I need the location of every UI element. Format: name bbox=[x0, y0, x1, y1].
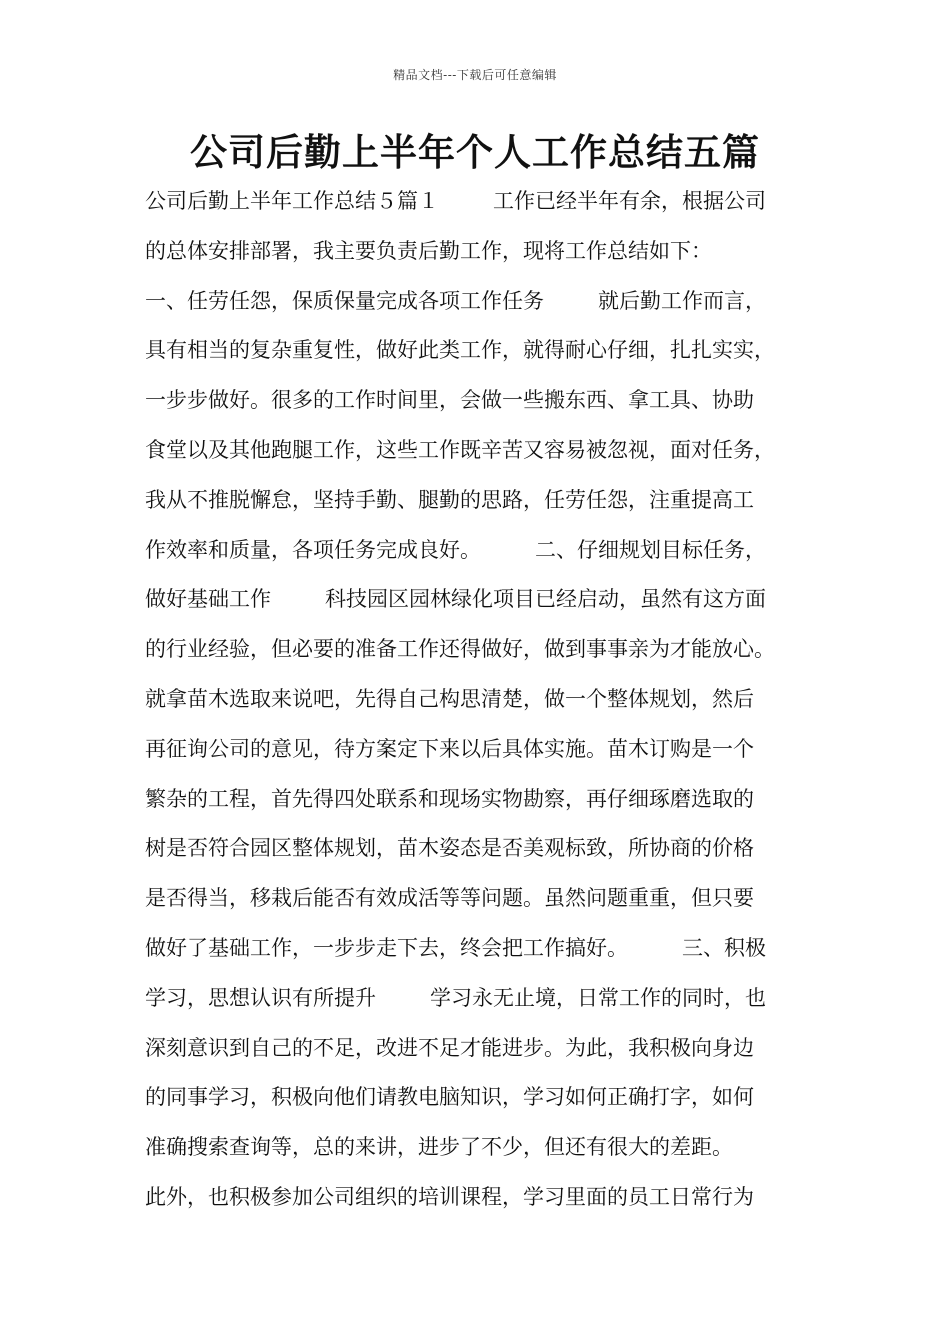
text-line bbox=[145, 725, 825, 775]
text-line bbox=[145, 476, 825, 526]
text-line bbox=[145, 177, 825, 227]
text-segment: 三、积极 bbox=[682, 935, 766, 960]
text-line bbox=[145, 1173, 825, 1223]
text-segment: 准确搜索查询等，总的来讲，进步了不少，但还有很大的差距。 bbox=[145, 1135, 733, 1160]
text-segment: 作效率和质量，各项任务完成良好。 bbox=[145, 537, 481, 562]
text-line bbox=[145, 1024, 825, 1074]
text-segment: 的总体安排部署，我主要负责后勤工作，现将工作总结如下： bbox=[145, 238, 712, 263]
text-segment: 的行业经验，但必要的准备工作还得做好，做到事事亲为才能放心。 bbox=[145, 637, 775, 662]
header-note: 精品文档---下载后可任意编辑 bbox=[393, 68, 557, 82]
text-line bbox=[145, 277, 825, 327]
text-line bbox=[145, 675, 825, 725]
text-segment: 就拿苗木选取来说吧，先得自己构思清楚，做一个整体规划，然后 bbox=[145, 686, 754, 711]
text-line bbox=[145, 326, 825, 376]
text-line bbox=[145, 775, 825, 825]
text-line bbox=[145, 974, 825, 1024]
text-line bbox=[145, 575, 825, 625]
text-segment: 学习永无止境，日常工作的同时，也 bbox=[430, 985, 766, 1010]
text-segment: 深刻意识到自己的不足，改进不足才能进步。为此，我积极向身边 bbox=[145, 1035, 754, 1060]
text-segment: 的同事学习，积极向他们请教电脑知识，学习如何正确打字，如何 bbox=[145, 1085, 754, 1110]
text-segment: 学习，思想认识有所提升 bbox=[145, 985, 376, 1010]
text-segment: 做好基础工作 bbox=[145, 587, 271, 612]
text-segment: 做好了基础工作，一步步走下去，终会把工作搞好。 bbox=[145, 935, 628, 960]
text-line bbox=[145, 376, 825, 426]
text-line bbox=[145, 526, 825, 576]
text-line bbox=[145, 874, 825, 924]
text-segment: 科技园区园林绿化项目已经启动，虽然有这方面 bbox=[325, 587, 766, 612]
text-segment: 食堂以及其他跑腿工作，这些工作既辛苦又容易被忽视，面对任务， bbox=[145, 437, 775, 462]
text-segment: 树是否符合园区整体规划，苗木姿态是否美观标致，所协商的价格 bbox=[145, 836, 754, 861]
text-line bbox=[145, 426, 825, 476]
text-line bbox=[145, 924, 825, 974]
text-segment: 一、任劳任怨，保质保量完成各项工作任务 bbox=[145, 288, 544, 313]
text-segment: 此外，也积极参加公司组织的培训课程，学习里面的员工日常行为 bbox=[145, 1184, 754, 1209]
text-segment: 是否得当，移栽后能否有效成活等等问题。虽然问题重重，但只要 bbox=[145, 886, 754, 911]
text-line bbox=[145, 1123, 825, 1173]
text-segment: 就后勤工作而言， bbox=[598, 288, 766, 313]
text-line bbox=[145, 1073, 825, 1123]
text-segment: 工作已经半年有余，根据公司 bbox=[493, 189, 766, 213]
text-segment: 繁杂的工程，首先得四处联系和现场实物勘察，再仔细琢磨选取的 bbox=[145, 786, 754, 811]
text-line bbox=[145, 625, 825, 675]
text-segment: 再征询公司的意见，待方案定下来以后具体实施。苗木订购是一个 bbox=[145, 736, 754, 761]
text-segment: 具有相当的复杂重复性，做好此类工作，就得耐心仔细，扎扎实实， bbox=[145, 338, 775, 363]
text-segment: 二、仔细规划目标任务， bbox=[535, 537, 766, 562]
text-segment: 公司后勤上半年工作总结５篇１ bbox=[145, 189, 439, 213]
text-segment: 我从不推脱懈怠，坚持手勤、腿勤的思路，任劳任怨，注重提高工 bbox=[145, 487, 754, 512]
text-segment: 一步步做好。很多的工作时间里，会做一些搬东西、拿工具、协助 bbox=[145, 388, 754, 413]
text-line bbox=[145, 824, 825, 874]
body-text bbox=[145, 177, 825, 1223]
text-line bbox=[145, 227, 825, 277]
document-title: 公司后勤上半年个人工作总结五篇 bbox=[190, 131, 760, 174]
